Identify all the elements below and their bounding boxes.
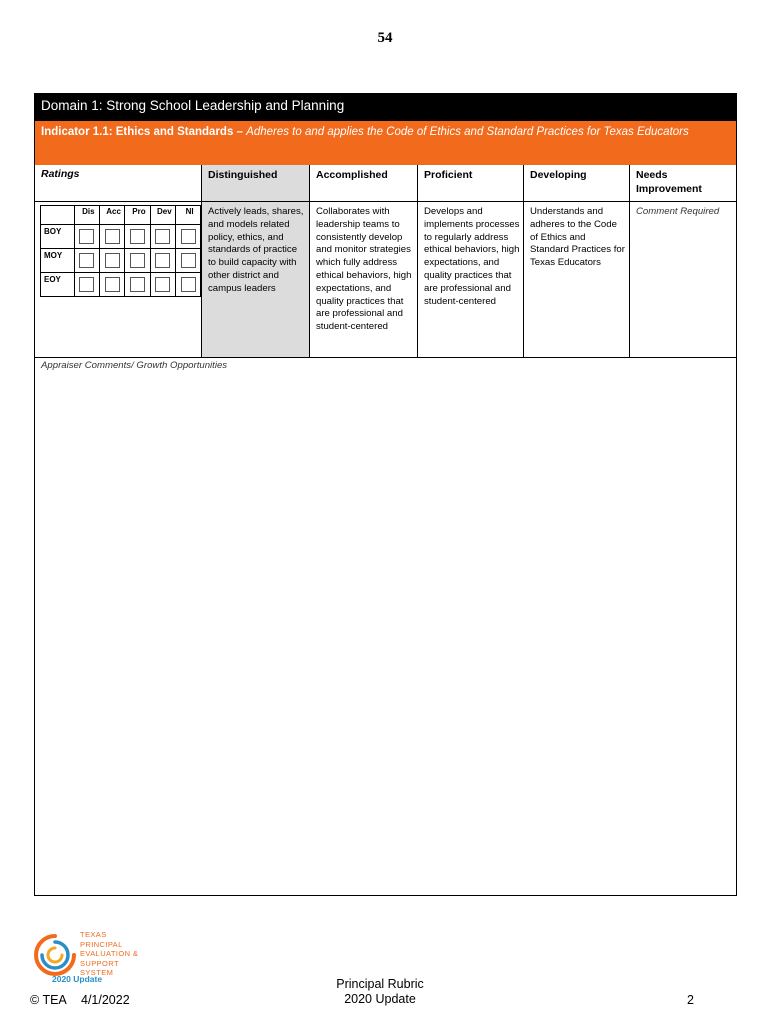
checkbox-moy-ni[interactable] bbox=[181, 253, 196, 268]
rating-grid bbox=[35, 165, 736, 357]
developing-text: Understands and adheres to the Code of Ethics and Standard Practices for Texas Educators bbox=[530, 206, 625, 269]
indicator-description: Adheres to and applies the Code of Ethics and Standard Practices for Texas Educators bbox=[246, 126, 689, 138]
rating-row-boy: BOY bbox=[41, 225, 75, 249]
tpess-logo bbox=[30, 926, 140, 986]
grid-bottom-divider bbox=[35, 357, 736, 358]
indicator-bar bbox=[35, 121, 736, 165]
rating-table bbox=[40, 205, 201, 297]
needs-improvement-column bbox=[629, 165, 736, 357]
checkbox-moy-dis[interactable] bbox=[79, 253, 94, 268]
ratings-label: Ratings bbox=[41, 168, 80, 180]
checkbox-eoy-pro[interactable] bbox=[130, 277, 145, 292]
proficient-column bbox=[417, 165, 523, 357]
logo-update-text: 2020 Update bbox=[52, 974, 103, 984]
footer-center-line2: 2020 Update bbox=[344, 992, 416, 1006]
logo-swirl-icon bbox=[30, 930, 80, 980]
rating-col-ni: NI bbox=[176, 206, 201, 225]
appraiser-comments-area[interactable] bbox=[36, 372, 735, 894]
checkbox-boy-pro[interactable] bbox=[130, 229, 145, 244]
distinguished-text: Actively leads, shares, and models related policy, ethics, and standards of practice to build capacity with other district and campus leaders bbox=[208, 206, 304, 294]
appraiser-comments-label: Appraiser Comments/ Growth Opportunities bbox=[41, 360, 228, 371]
checkbox-boy-dev[interactable] bbox=[155, 229, 170, 244]
needs-improvement-heading: Needs Improvement bbox=[636, 169, 702, 195]
comment-required-text: Comment Required bbox=[636, 206, 720, 217]
checkbox-boy-ni[interactable] bbox=[181, 229, 196, 244]
checkbox-eoy-ni[interactable] bbox=[181, 277, 196, 292]
rating-row-moy: MOY bbox=[41, 249, 75, 273]
footer-copyright: © TEA bbox=[30, 993, 67, 1007]
proficient-heading: Proficient bbox=[424, 169, 473, 181]
footer-page-number: 2 bbox=[687, 993, 694, 1007]
page-number: 54 bbox=[377, 30, 393, 46]
indicator-separator: – bbox=[233, 126, 247, 138]
distinguished-heading: Distinguished bbox=[208, 169, 278, 181]
checkbox-boy-dis[interactable] bbox=[79, 229, 94, 244]
checkbox-eoy-acc[interactable] bbox=[105, 277, 120, 292]
checkbox-moy-pro[interactable] bbox=[130, 253, 145, 268]
proficient-text: Develops and implements processes to regularly address ethical behaviors, high expectations, and quality practices that are professional and student-centered bbox=[424, 206, 520, 307]
footer-center-line1: Principal Rubric bbox=[336, 977, 424, 991]
checkbox-boy-acc[interactable] bbox=[105, 229, 120, 244]
footer-center bbox=[300, 977, 460, 1007]
ratings-column bbox=[35, 165, 201, 357]
accomplished-heading: Accomplished bbox=[316, 169, 388, 181]
accomplished-text: Collaborates with leadership teams to consistently develop and monitor strategies which fully address ethical behaviors, high expectations, and quality practices that are professional and student-centered bbox=[316, 206, 412, 333]
rating-col-dis: Dis bbox=[74, 206, 99, 225]
checkbox-eoy-dis[interactable] bbox=[79, 277, 94, 292]
checkbox-moy-dev[interactable] bbox=[155, 253, 170, 268]
rating-col-acc: Acc bbox=[99, 206, 125, 225]
domain-title: Domain 1: Strong School Leadership and Planning bbox=[35, 94, 736, 121]
accomplished-column bbox=[309, 165, 417, 357]
checkbox-moy-acc[interactable] bbox=[105, 253, 120, 268]
developing-column bbox=[523, 165, 629, 357]
rating-col-dev: Dev bbox=[150, 206, 176, 225]
checkbox-eoy-dev[interactable] bbox=[155, 277, 170, 292]
header-divider bbox=[35, 201, 736, 202]
distinguished-column bbox=[201, 165, 309, 357]
rubric-form bbox=[34, 93, 737, 896]
logo-text: TEXAS PRINCIPAL EVALUATION & SUPPORT SYSTEM bbox=[80, 930, 139, 977]
developing-heading: Developing bbox=[530, 169, 587, 181]
rating-col-pro: Pro bbox=[125, 206, 150, 225]
rating-row-eoy: EOY bbox=[41, 273, 75, 297]
indicator-label: Indicator 1.1: Ethics and Standards bbox=[41, 126, 234, 138]
footer-date: 4/1/2022 bbox=[81, 993, 130, 1007]
